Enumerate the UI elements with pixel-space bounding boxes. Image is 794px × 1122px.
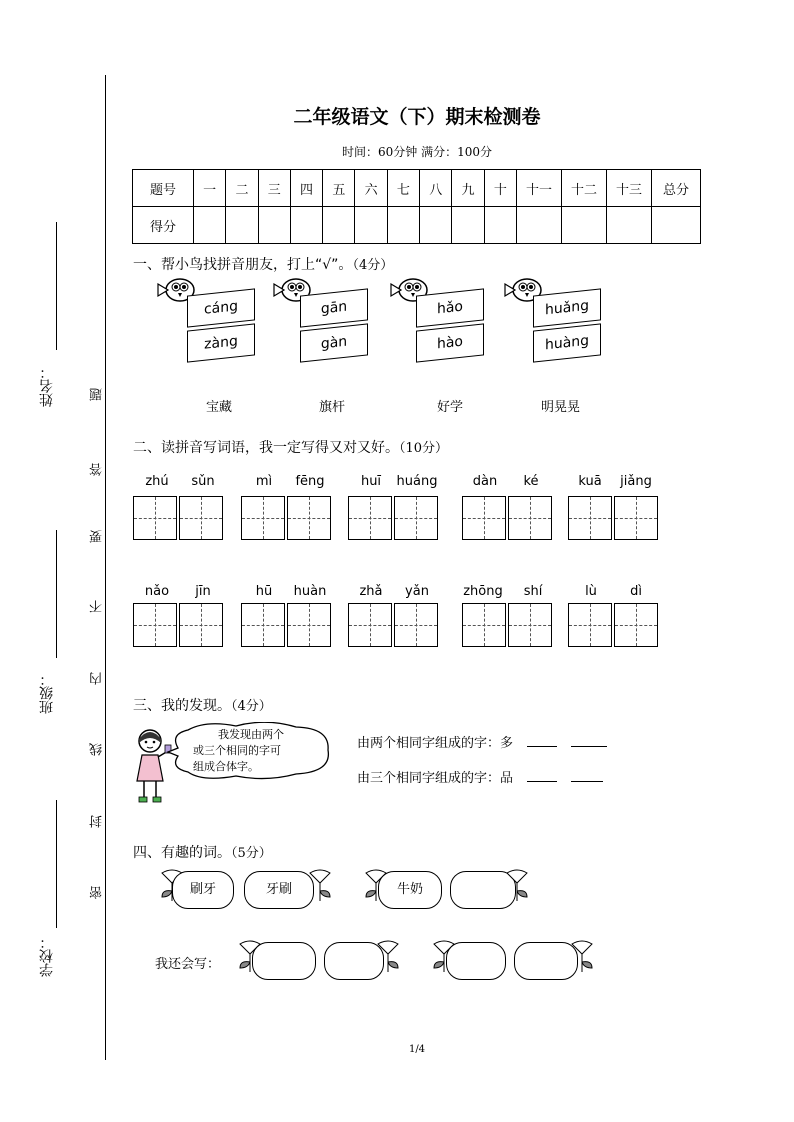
table-header-cell: 题号 xyxy=(133,170,194,207)
writing-grid-box[interactable] xyxy=(508,603,552,647)
word-label: 宝藏 xyxy=(206,400,233,415)
pinyin-label: zhōng xyxy=(463,584,503,599)
writing-grid-box[interactable] xyxy=(287,496,331,540)
word-scroll: 牛奶 xyxy=(378,871,442,909)
pinyin-label: zhǎ xyxy=(359,584,383,599)
table-header-cell: 十二 xyxy=(562,170,607,207)
writing-grid-box[interactable] xyxy=(348,603,392,647)
answer-scroll[interactable] xyxy=(252,942,316,980)
pinyin-card[interactable]: huǎng xyxy=(533,288,601,327)
seal-char: 封 xyxy=(90,815,105,828)
exam-info: 时间：60分钟 满分：100分 xyxy=(342,145,492,159)
pinyin-card[interactable]: zàng xyxy=(187,323,255,362)
score-cell[interactable] xyxy=(290,207,322,244)
pinyin-label: shí xyxy=(523,584,543,599)
table-header-cell: 一 xyxy=(194,170,226,207)
table-header-cell: 三 xyxy=(258,170,290,207)
writing-grid-box[interactable] xyxy=(508,496,552,540)
table-header-cell: 四 xyxy=(290,170,322,207)
pinyin-label: mì xyxy=(255,474,273,489)
table-header-cell: 七 xyxy=(387,170,419,207)
flower-icon xyxy=(568,938,596,974)
score-cell[interactable] xyxy=(323,207,355,244)
answer-scroll[interactable] xyxy=(446,942,506,980)
table-row-label: 得分 xyxy=(133,207,194,244)
word-label: 明晃晃 xyxy=(541,400,581,415)
pinyin-label: hū xyxy=(255,584,273,599)
word-label: 旗杆 xyxy=(319,400,346,415)
score-cell[interactable] xyxy=(517,207,562,244)
writing-grid-box[interactable] xyxy=(287,603,331,647)
flower-icon xyxy=(306,867,334,903)
writing-grid-box[interactable] xyxy=(614,603,658,647)
writing-grid-box[interactable] xyxy=(348,496,392,540)
flower-icon xyxy=(503,867,531,903)
table-header-cell: 十 xyxy=(484,170,516,207)
seal-char: 题 xyxy=(90,388,105,401)
pinyin-label: yǎn xyxy=(405,584,429,599)
school-label: 学校： xyxy=(39,935,55,977)
writing-grid-box[interactable] xyxy=(241,496,285,540)
pinyin-label: jīn xyxy=(195,584,211,599)
school-blank[interactable] xyxy=(56,800,57,928)
writing-grid-box[interactable] xyxy=(133,603,177,647)
pinyin-card[interactable]: gān xyxy=(300,288,368,327)
score-cell[interactable] xyxy=(484,207,516,244)
writing-grid-box[interactable] xyxy=(614,496,658,540)
page-title: 二年级语文（下）期末检测卷 xyxy=(293,106,541,128)
name-label: 姓名： xyxy=(39,365,55,407)
pinyin-label: sǔn xyxy=(191,474,215,489)
writing-grid-box[interactable] xyxy=(568,496,612,540)
seal-char: 密 xyxy=(90,886,105,899)
table-header-cell: 九 xyxy=(452,170,484,207)
bubble-text: 我发现由两个 xyxy=(218,728,284,741)
score-cell[interactable] xyxy=(226,207,258,244)
bubble-text: 组成合体字。 xyxy=(193,760,259,773)
score-cell[interactable] xyxy=(452,207,484,244)
seal-char: 不 xyxy=(90,600,105,613)
pinyin-label: fēng xyxy=(295,474,325,489)
score-table xyxy=(132,169,701,244)
table-header-cell: 十一 xyxy=(517,170,562,207)
answer-blank[interactable] xyxy=(571,769,603,782)
pinyin-label: huàn xyxy=(293,584,327,599)
finding-line-2: 由三个相同字组成的字：品 xyxy=(357,767,603,786)
seal-char: 线 xyxy=(90,743,105,756)
pinyin-label: nǎo xyxy=(144,584,170,599)
writing-grid-box[interactable] xyxy=(462,603,506,647)
pinyin-label: dì xyxy=(630,584,642,599)
writing-grid-box[interactable] xyxy=(179,603,223,647)
table-header-cell: 十三 xyxy=(607,170,652,207)
score-cell[interactable] xyxy=(387,207,419,244)
score-cell[interactable] xyxy=(355,207,387,244)
section1-heading: 一、帮小鸟找拼音朋友，打上“√”。（4分） xyxy=(133,257,394,273)
seal-char: 内 xyxy=(90,672,105,685)
finding-line-1: 由两个相同字组成的字：多 xyxy=(357,732,607,751)
table-header-cell: 八 xyxy=(420,170,452,207)
pinyin-label: ké xyxy=(523,474,539,489)
answer-blank[interactable] xyxy=(571,734,607,747)
writing-grid-box[interactable] xyxy=(133,496,177,540)
seal-char: 要 xyxy=(90,530,105,543)
score-cell[interactable] xyxy=(258,207,290,244)
score-cell[interactable] xyxy=(562,207,607,244)
writing-grid-box[interactable] xyxy=(568,603,612,647)
score-cell[interactable] xyxy=(652,207,701,244)
pinyin-label: huī xyxy=(360,474,382,489)
score-cell[interactable] xyxy=(194,207,226,244)
writing-grid-box[interactable] xyxy=(394,496,438,540)
score-cell[interactable] xyxy=(420,207,452,244)
pinyin-label: jiǎng xyxy=(620,474,652,489)
name-blank[interactable] xyxy=(56,222,57,350)
writing-grid-box[interactable] xyxy=(462,496,506,540)
bubble-text: 或三个相同的字可 xyxy=(193,744,281,757)
pinyin-label: dàn xyxy=(472,474,498,489)
table-header-cell: 五 xyxy=(323,170,355,207)
section4-heading: 四、有趣的词。（5分） xyxy=(133,845,272,861)
binding-line xyxy=(105,75,106,1060)
word-scroll: 刷牙 xyxy=(172,871,234,909)
pinyin-label: lù xyxy=(585,584,597,599)
section2-heading: 二、读拼音写词语，我一定写得又对又好。（10分） xyxy=(133,440,449,456)
pinyin-card[interactable]: hǎo xyxy=(416,288,484,327)
table-header-cell: 六 xyxy=(355,170,387,207)
answer-blank[interactable] xyxy=(527,734,557,747)
answer-blank[interactable] xyxy=(527,769,557,782)
page-number: 1/4 xyxy=(408,1044,426,1055)
word-label: 好学 xyxy=(437,400,464,415)
pinyin-card[interactable]: hào xyxy=(416,323,484,362)
pinyin-card[interactable]: cáng xyxy=(187,288,255,327)
pinyin-label: huáng xyxy=(396,474,438,489)
table-header-cell: 二 xyxy=(226,170,258,207)
word-scroll: 牙刷 xyxy=(244,871,314,909)
writing-grid-box[interactable] xyxy=(394,603,438,647)
section3-heading: 三、我的发现。（4分） xyxy=(133,698,272,714)
class-label: 班级： xyxy=(39,672,55,714)
seal-char: 答 xyxy=(90,463,105,476)
pinyin-label: kuā xyxy=(578,474,602,489)
writing-grid-box[interactable] xyxy=(241,603,285,647)
class-blank[interactable] xyxy=(56,530,57,658)
score-cell[interactable] xyxy=(607,207,652,244)
pinyin-label: zhú xyxy=(145,474,169,489)
table-header-cell: 总分 xyxy=(652,170,701,207)
flower-icon xyxy=(374,938,402,974)
writing-grid-box[interactable] xyxy=(179,496,223,540)
also-write-label: 我还会写： xyxy=(155,957,221,972)
pinyin-card[interactable]: gàn xyxy=(300,323,368,362)
pinyin-card[interactable]: huàng xyxy=(533,323,601,362)
